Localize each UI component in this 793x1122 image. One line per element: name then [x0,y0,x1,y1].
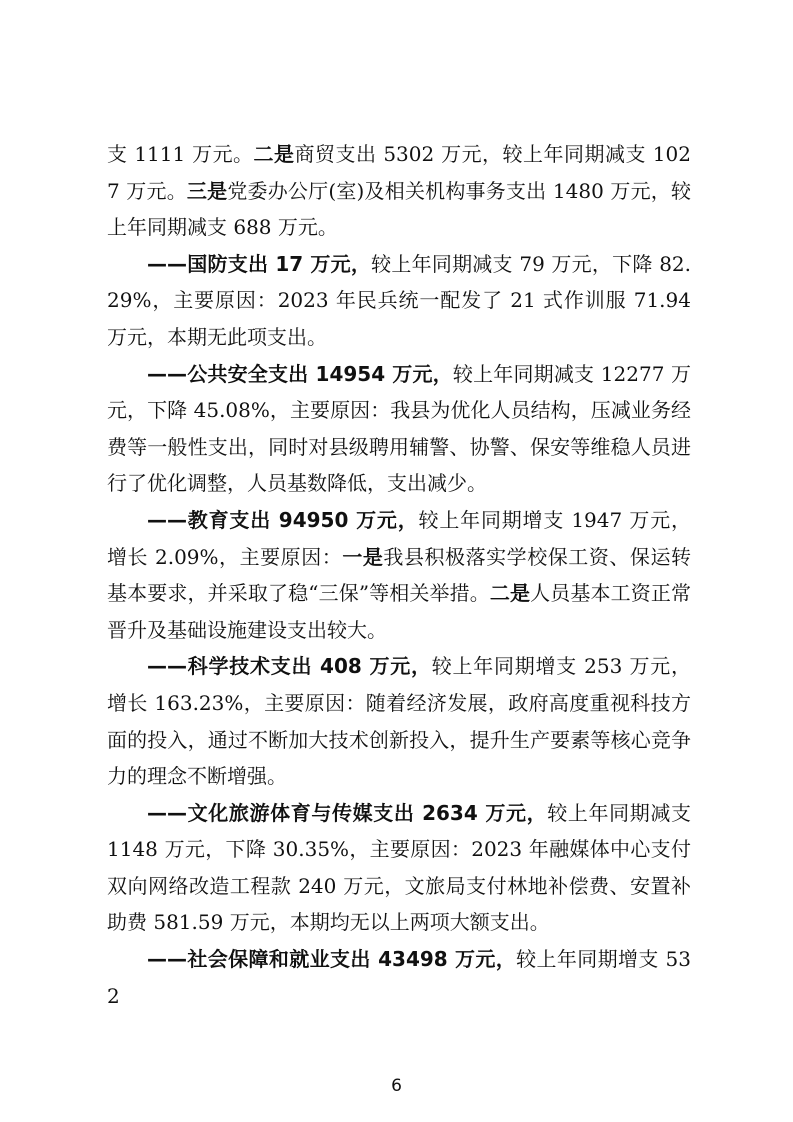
emphasis-run: 二是 [253,142,295,166]
text-run: 较上年同期增支 1947 万元，增长 2.09%，主要原因： [107,507,691,569]
section-heading-run: ——教育支出 94950 万元， [147,507,419,532]
text-run: 党委办公厅(室)及相关机构事务支出 1480 万元，较上年同期减支 688 万元。 [107,178,691,240]
paragraph-commerce [107,136,691,246]
paragraph-national-defense [107,246,691,356]
emphasis-run: 一是 [342,544,384,569]
paragraph-public-security [107,356,691,502]
paragraph-culture-tourism-media [107,795,691,941]
section-heading-run: ——公共安全支出 14954 万元， [147,361,453,386]
section-heading-run: ——科学技术支出 408 万元， [147,654,432,679]
section-heading-run: ——文化旅游体育与传媒支出 2634 万元， [147,800,548,825]
paragraph-science-technology [107,648,691,794]
text-run: 人员基本工资正常晋升及基础设施建设支出较大。 [107,581,692,642]
text-run: 我县积极落实学校保工资、保运转基本要求，并采取了稳“三保”等相关举措。 [107,544,692,606]
emphasis-run: 三是 [186,178,228,203]
paragraph-education [107,502,691,648]
text-run: 较上年同期增支 253 万元，增长 163.23%，主要原因：随着经济发展，政府高度重视科技方面的投入，通过不断加大技术创新投入，提升生产要素等核心竞争力的理念不断增强。 [107,654,691,789]
section-heading-run: ——国防支出 17 万元， [147,251,372,276]
text-run: 支 1111 万元。 [107,142,254,166]
section-heading-run: ——社会保障和就业支出 43498 万元， [147,947,517,972]
page-number: 6 [391,1076,402,1096]
paragraph-social-security [107,941,691,1014]
text-run: 较上年同期减支 12277 万元，下降 45.08%，主要原因：我县为优化人员结构，压减业务经费等一般性支出，同时对县级聘用辅警、协警、保安等维稳人员进行了优化调整，人员基数降低，支出减少。 [107,361,691,496]
text-run: 较上年同期减支 1148 万元，下降 30.35%，主要原因：2023 年融媒体中心支付双向网络改造工程款 240 万元，文旅局支付林地补偿费、安置补助费 581.59 万元，本期均无以上两项大额支出。 [107,800,692,935]
text-run: 商贸支出 5302 万元，较上年同期减支 1027 万元。 [107,142,691,203]
text-run: 较上年同期增支 532 [107,947,691,1008]
text-run: 较上年同期减支 79 万元，下降 82.29%，主要原因：2023 年民兵统一配发了 21 式作训服 71.94 万元，本期无此项支出。 [107,251,691,349]
emphasis-run: 二是 [489,581,531,606]
document-body [107,136,691,1014]
